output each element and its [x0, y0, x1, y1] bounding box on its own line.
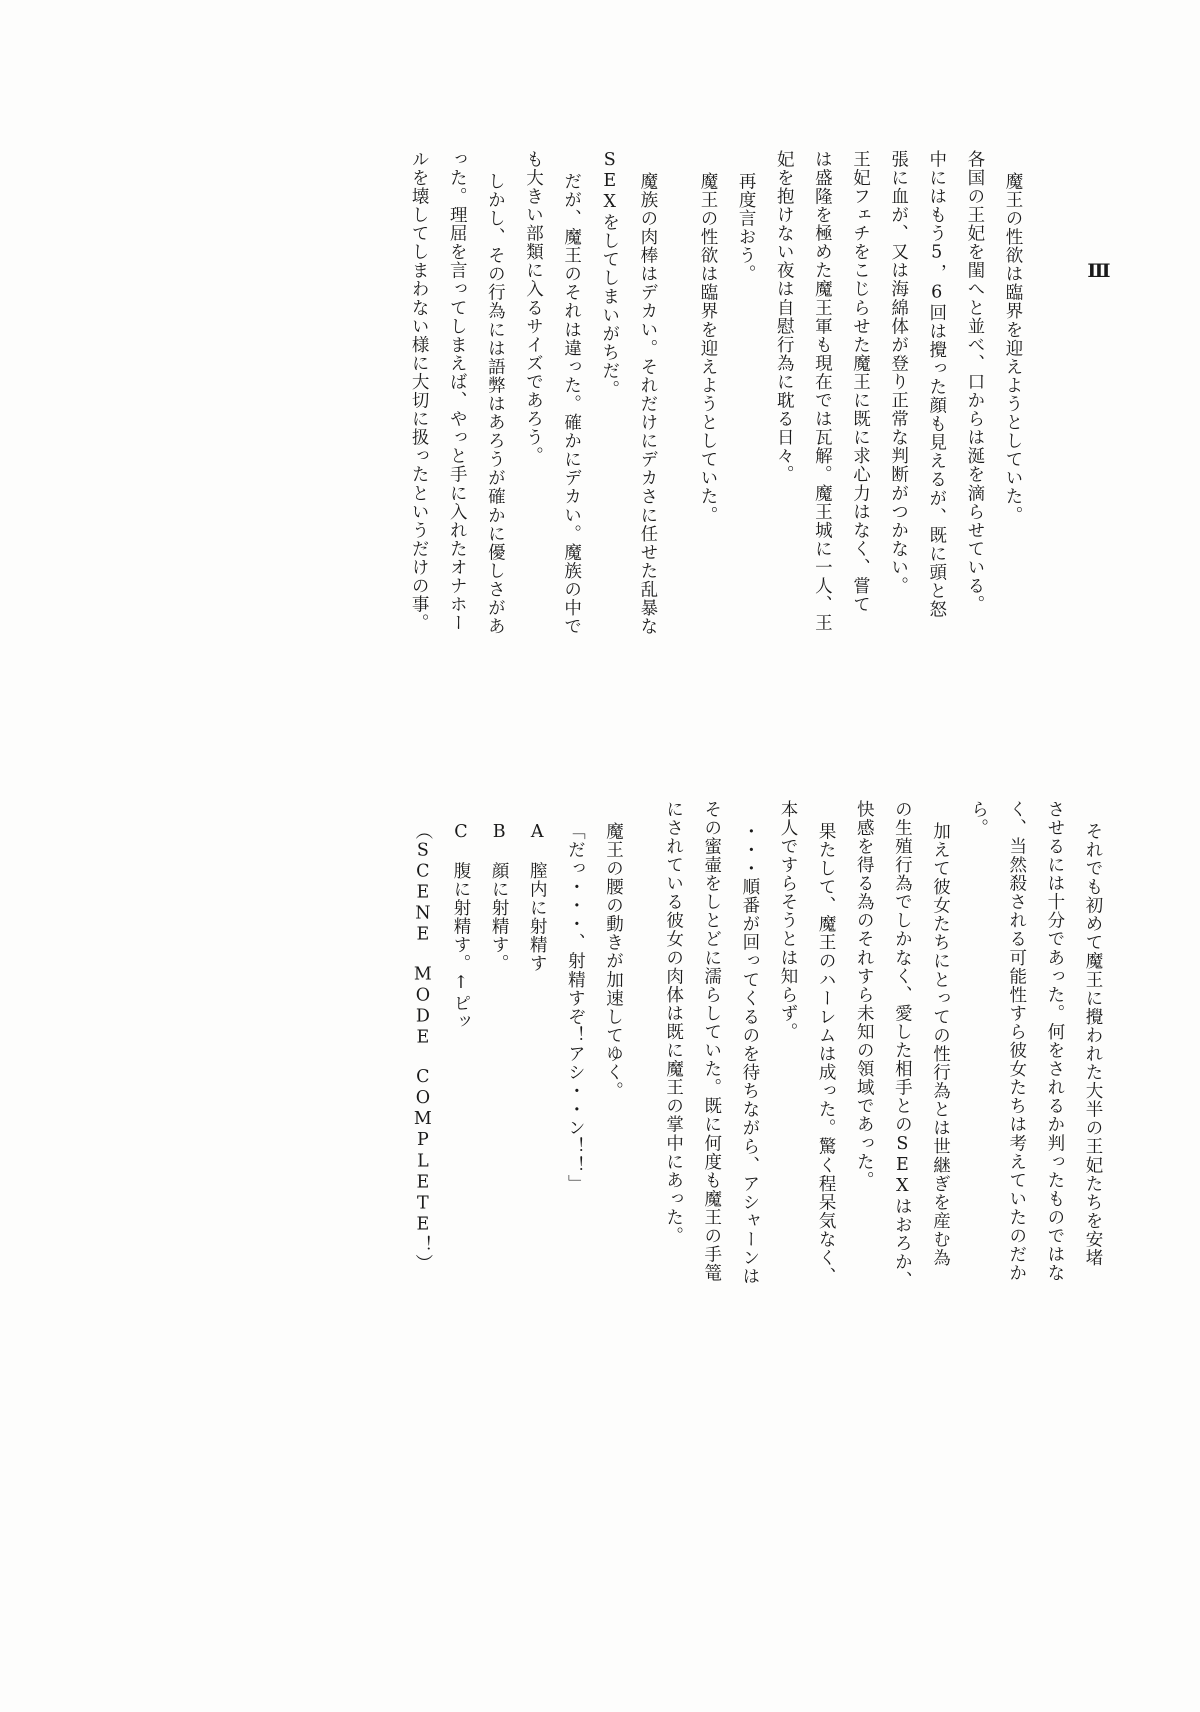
top-line-10: 魔族の肉棒はデカい。それだけにデカさに任せた乱暴な — [637, 172, 658, 636]
top-text-block — [110, 150, 1110, 790]
scene-mode-complete: （SCENE MODE COMPLETE！） — [412, 822, 433, 1273]
bottom-line-7: 快感を得る為のそれすら未知の領域であった。 — [854, 800, 875, 1190]
bottom-line-dialogue: 「だっ・・・、射精すぞ！アシ・・ン！！」 — [565, 822, 586, 1193]
choice-option-a[interactable]: A 膣内に射精す — [527, 822, 548, 973]
top-line-5: 王妃フェチをこじらせた魔王に既に求心力はなく、嘗て — [850, 150, 871, 614]
top-line-15: った。理屈を言ってしまえば、やっと手に入れたオナホー — [447, 150, 468, 633]
choice-option-c[interactable]: C 腹に射精す。↑ピッ — [451, 822, 471, 1032]
top-line-16: ルを壊してしまわない様に大切に扱ったというだけの事。 — [409, 150, 430, 633]
bottom-line-4: ら。 — [968, 800, 989, 838]
section-number: Ⅲ — [1088, 260, 1110, 284]
top-line-1: 魔王の性欲は臨界を迎えようとしていた。 — [1003, 172, 1023, 525]
bottom-line-13: 魔王の腰の動きが加速してゆく。 — [603, 822, 624, 1101]
bottom-line-11: その蜜壷をしとどに濡らしていた。既に何度も魔王の手篭 — [701, 800, 722, 1283]
top-line-4: 張に血が、又は海綿体が登り正常な判断がつかない。 — [888, 150, 909, 596]
top-line-3: 中にはもう5，6回は攪った顔も見えるが、既に頭と怒 — [926, 150, 947, 619]
bottom-line-1: それでも初めて魔王に攪われた大半の王妃たちを安堵 — [1083, 822, 1103, 1268]
bottom-line-3: く、当然殺される可能性すら彼女たちは考えていたのだか — [1006, 800, 1027, 1283]
bottom-line-12: にされている彼女の肉体は既に魔王の掌中にあった。 — [663, 800, 684, 1246]
top-line-2: 各国の王妃を閨へと並べ、口からは涎を滴らせている。 — [964, 150, 985, 614]
top-line-13: も大きい部類に入るサイズであろう。 — [523, 150, 544, 466]
top-line-9: 魔王の性欲は臨界を迎えようとしていた。 — [698, 172, 718, 525]
bottom-line-9: 本人ですらそうとは知らず。 — [778, 800, 798, 1042]
top-line-7: 妃を抱けない夜は自慰行為に耽る日々。 — [774, 150, 795, 484]
top-line-8: 再度言おう。 — [736, 172, 757, 284]
top-line-6: は盛隆を極めた魔王軍も現在では瓦解。魔王城に一人、王 — [812, 150, 833, 633]
top-line-12: だが、魔王のそれは違った。確かにデカい。魔族の中で — [561, 172, 582, 636]
bottom-line-10: ・・・順番が回ってくるのを待ちながら、アシャーンは — [739, 822, 760, 1286]
choice-option-b[interactable]: B 顔に射精す。 — [489, 822, 510, 973]
bottom-line-5: 加えて彼女たちにとっての性行為とは世継ぎを産む為 — [930, 822, 951, 1268]
bottom-line-2: させるには十分であった。何をされるか判ったものではな — [1044, 800, 1065, 1283]
top-line-14: しかし、その行為には語弊はあろうが確かに優しさがあ — [485, 172, 506, 636]
bottom-line-8: 果たして、魔王のハーレムは成った。驚く程呆気なく、 — [816, 822, 837, 1286]
bottom-line-6: の生殖行為でしかなく、愛した相手とのSEXはおろか、 — [892, 800, 913, 1290]
bottom-text-block — [110, 800, 1110, 1560]
top-line-11: SEXをしてしまいがちだ。 — [599, 150, 620, 399]
